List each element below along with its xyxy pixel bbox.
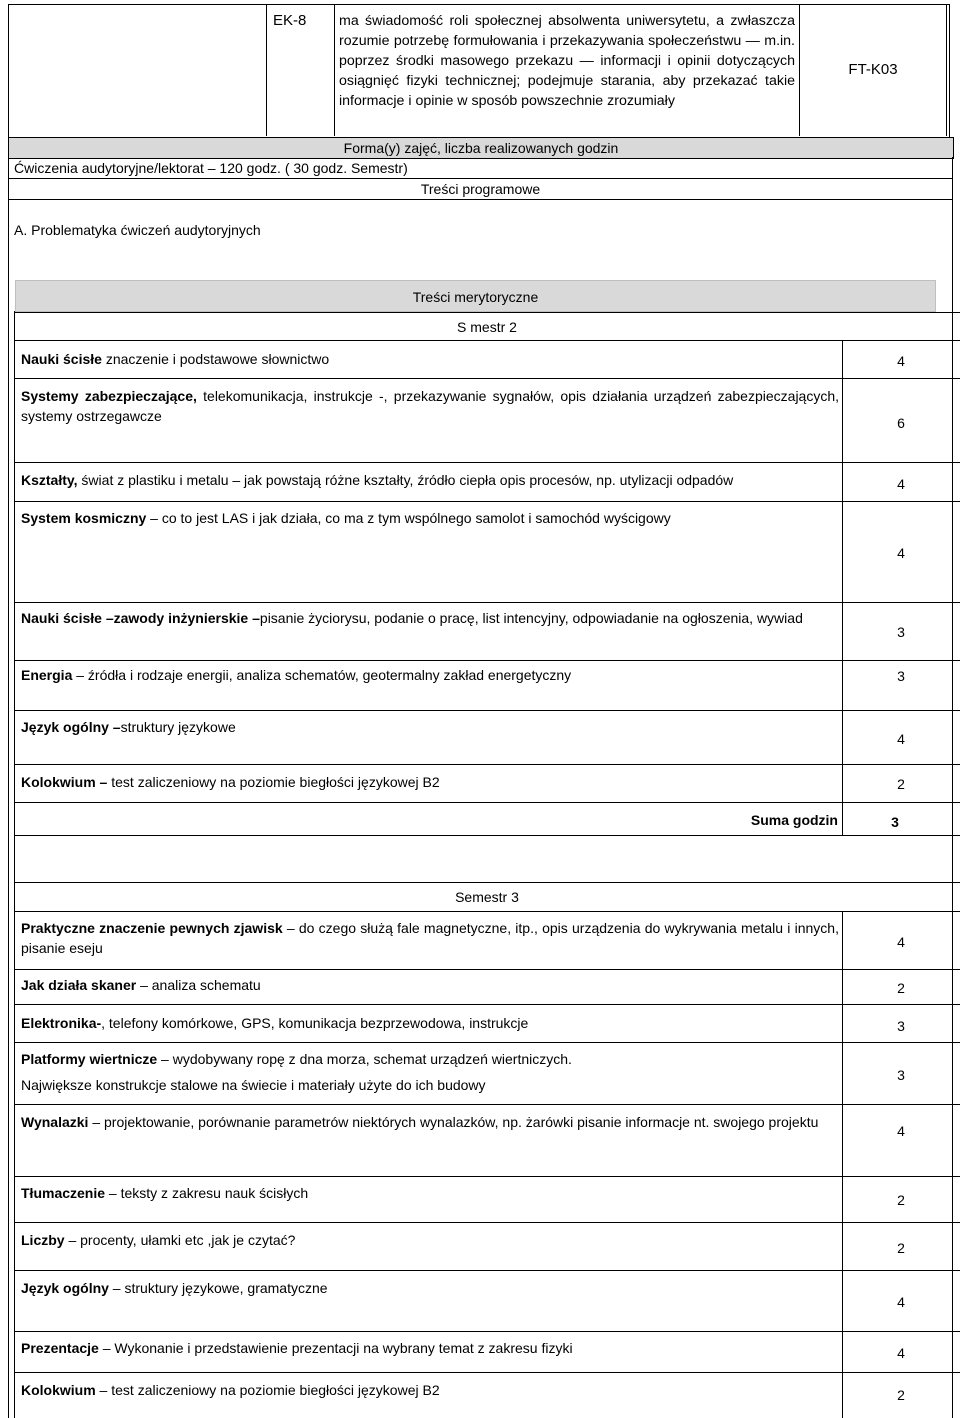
row-rule (14, 602, 960, 603)
sum-label: Suma godzin (750, 812, 838, 828)
row-hours: 2 (897, 1192, 905, 1208)
list-item (21, 918, 839, 958)
row-rule (14, 1222, 960, 1223)
effect-description: ma świadomość roli społecznej absolwenta uniwersytetu, a zwłaszcza rozumie potrzebę formułowania i przekazywania społeczeństwu — m.in. poprzez środki masowego przekazu — informacji i opinii dotyczących osiągnięć fizyki technicznej; podejmuje starania, aby przekazać takie informacje i opinie w sposób powszechnie zrozumiały (339, 13, 795, 109)
row-topic: Język ogólny – (21, 719, 121, 735)
row-topic: Język ogólny (21, 1280, 109, 1296)
program-rule (8, 199, 953, 200)
row-description: – co to jest LAS i jak działa, co ma z tym wspólnego samolot i samochód wyścigowy (146, 510, 671, 526)
hours-col-divider (842, 341, 843, 835)
list-item (21, 1230, 839, 1250)
list-item (21, 1049, 839, 1069)
row-topic: Kształty, (21, 472, 78, 488)
row-hours: 4 (897, 545, 905, 561)
hours-col-divider-2 (842, 912, 843, 1418)
list-item (21, 1380, 839, 1400)
list-item (21, 508, 839, 528)
row-description: świat z plastiku i metalu – jak powstają różne kształty, źródło ciepła opis procesów, np. utylizacji odpadów (77, 472, 734, 488)
row-hours: 4 (897, 1345, 905, 1361)
row-extra-line: Największe konstrukcje stalowe na świecie i materiały użyte do ich budowy (21, 1077, 486, 1093)
row-rule (14, 660, 960, 661)
row-hours: 3 (897, 1067, 905, 1083)
row-hours: 3 (897, 668, 905, 684)
row-description: test zaliczeniowy na poziomie biegłości językowej B2 (107, 774, 440, 790)
forms-value: Ćwiczenia audytoryjne/lektorat – 120 godz. ( 30 godz. Semestr) (14, 160, 408, 176)
list-item (21, 772, 839, 792)
row-description: – analiza schematu (136, 977, 261, 993)
row-topic: System kosmiczny (21, 510, 147, 526)
row-hours: 4 (897, 1294, 905, 1310)
header-divider-1 (266, 4, 267, 136)
sem3-top-rule (14, 882, 960, 883)
list-item (21, 1338, 839, 1358)
row-rule (14, 1270, 960, 1271)
row-rule (14, 969, 960, 970)
row-rule (14, 764, 960, 765)
sum-rule (14, 835, 960, 836)
row-topic: Liczby (21, 1232, 65, 1248)
semester-3-label: Semestr 3 (455, 889, 519, 905)
row-topic: Elektronika- (21, 1015, 102, 1031)
semester-2-label: S mestr 2 (457, 319, 517, 335)
row-description: – struktury językowe, gramatyczne (108, 1280, 328, 1296)
list-item (21, 1013, 839, 1033)
row-rule (14, 1331, 960, 1332)
list-item (21, 1278, 839, 1298)
row-description: – test zaliczeniowy na poziomie biegłości językowej B2 (95, 1382, 440, 1398)
row-description: pisanie życiorysu, podanie o pracę, list intencyjny, odpowiadanie na ogłoszenia, wywiad (259, 610, 803, 626)
row-topic: Kolokwium – (21, 774, 108, 790)
row-hours: 2 (897, 776, 905, 792)
sem2-top-rule (14, 312, 960, 313)
list-item (21, 386, 839, 426)
row-description: – teksty z zakresu nauk ścisłych (105, 1185, 309, 1201)
reference-code: FT-K03 (848, 61, 898, 78)
row-hours: 2 (897, 1387, 905, 1403)
row-topic: Prezentacje (21, 1340, 99, 1356)
sum-value: 3 (891, 814, 899, 830)
outer-right (952, 199, 953, 1418)
effect-code: EK-8 (273, 12, 307, 29)
row-description: – procenty, ułamki etc ,jak je czytać? (64, 1232, 296, 1248)
row-hours: 2 (897, 980, 905, 996)
row-hours: 3 (897, 1018, 905, 1034)
header-divider-2 (334, 4, 335, 136)
row-topic: Energia (21, 667, 73, 683)
row-topic: Praktyczne znaczenie pewnych zjawisk (21, 920, 283, 936)
list-item (21, 608, 839, 628)
row-description: – wydobywany ropę z dna morza, schemat urządzeń wiertniczych. (157, 1051, 572, 1067)
row-rule (14, 1176, 960, 1177)
row-description: , telefony komórkowe, GPS, komunikacja bezprzewodowa, instrukcje (101, 1015, 529, 1031)
row-rule (14, 501, 960, 502)
row-hours: 4 (897, 1123, 905, 1139)
row-topic: Jak działa skaner (21, 977, 137, 993)
row-topic: Systemy zabezpieczające, (21, 388, 197, 404)
row-rule (14, 1104, 960, 1105)
row-description: – źródła i rodzaje energii, analiza schematów, geotermalny zakład energetyczny (72, 667, 572, 683)
row-rule (14, 1042, 960, 1043)
row-rule (14, 710, 960, 711)
row-topic: Platformy wiertnicze (21, 1051, 158, 1067)
row-rule (14, 1004, 960, 1005)
row-rule (14, 378, 960, 379)
sem2-header-rule (14, 340, 960, 341)
row-description: struktury językowe (120, 719, 236, 735)
table-left (14, 311, 15, 1418)
row-topic: Tłumaczenie (21, 1185, 106, 1201)
row-description: telekomunikacja, instrukcje -, przekazywanie sygnałów, opis działania urządzeń zabezpieczających, systemy ostrzegawcze (21, 388, 840, 424)
list-item (21, 975, 839, 995)
row-rule (14, 1372, 960, 1373)
row-hours: 6 (897, 415, 905, 431)
row-topic: Nauki ścisłe –zawody inżynierskie – (21, 610, 260, 626)
sem3-header-rule (14, 911, 960, 912)
list-item (21, 665, 839, 685)
section-a-title: A. Problematyka ćwiczeń audytoryjnych (14, 222, 261, 238)
row-topic: Kolokwium (21, 1382, 96, 1398)
row-rule (14, 462, 960, 463)
list-item (21, 349, 839, 369)
row-rule (14, 802, 960, 803)
outer-left (8, 199, 9, 1418)
row-hours: 4 (897, 353, 905, 369)
row-hours: 4 (897, 934, 905, 950)
header-divider-4 (946, 4, 947, 136)
content-table-title: Treści merytoryczne (15, 280, 936, 312)
row-topic: Nauki ścisłe (21, 351, 102, 367)
row-hours: 2 (897, 1240, 905, 1256)
row-description: – Wykonanie i przedstawienie prezentacji na wybrany temat z zakresu fizyki (98, 1340, 573, 1356)
row-description: znaczenie i podstawowe słownictwo (101, 351, 330, 367)
row-hours: 4 (897, 476, 905, 492)
list-item (21, 717, 839, 737)
list-item (21, 1183, 839, 1203)
list-item (21, 470, 839, 490)
row-hours: 3 (897, 624, 905, 640)
program-title: Treści programowe (420, 181, 541, 197)
list-item (21, 1112, 839, 1132)
row-topic: Wynalazki (21, 1114, 89, 1130)
forms-title: Forma(y) zajęć, liczba realizowanych godzin (8, 137, 954, 159)
row-description: – projektowanie, porównanie parametrów niektórych wynalazków, np. żarówki pisanie informacje nt. swojego projektu (88, 1114, 819, 1130)
row-hours: 4 (897, 731, 905, 747)
row-description: – do czego służą fale magnetyczne, itp., opis urządzenia do wykrywania metalu i innych, pisanie eseju (21, 920, 839, 956)
